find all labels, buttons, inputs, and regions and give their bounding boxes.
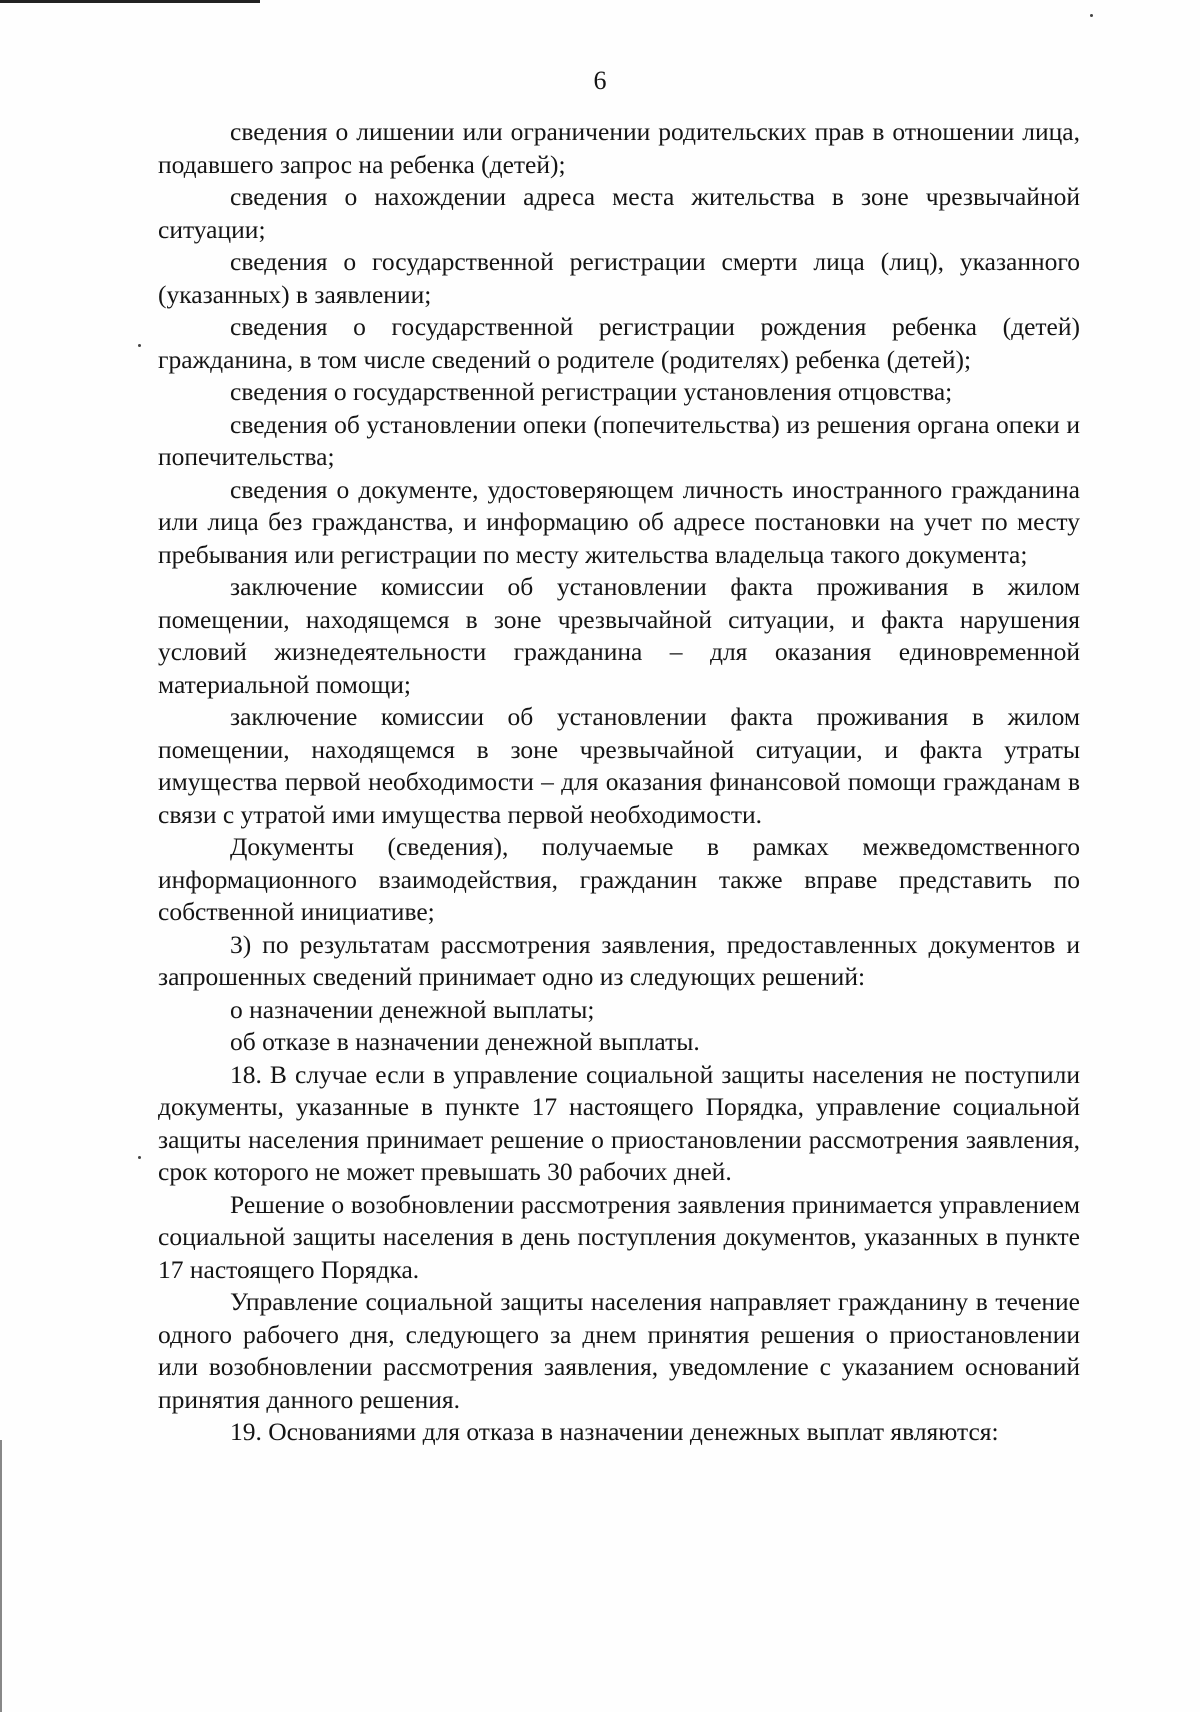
page-number: 6 xyxy=(593,66,607,95)
paragraph-guardianship: сведения об установлении опеки (попечительства) из решения органа опеки и попечительства; xyxy=(158,409,1080,471)
paragraph-notification: Управление социальной защиты населения направляет гражданину в течение одного рабочего дня, следующего за днем принятия решения о приостановлении или возобновлении рассмотрения заявления, уведомление с указанием оснований принятия данного решения. xyxy=(158,1287,1080,1414)
scan-speck xyxy=(1090,14,1093,17)
paragraph-item-3-decision: 3) по результатам рассмотрения заявления, предоставленных документов и запрошенных сведений принимает одно из следующих решений: xyxy=(158,929,1080,991)
scan-edge-shadow xyxy=(0,1440,2,1712)
paragraph-clause-19: 19. Основаниями для отказа в назначении денежных выплат являются: xyxy=(230,1417,999,1446)
paragraph-own-initiative: Документы (сведения), получаемые в рамках межведомственного информационного взаимодействия, гражданин также вправе представить по собственной инициативе; xyxy=(158,832,1080,926)
paragraph-clause-18: 18. В случае если в управление социальной защиты населения не поступили документы, указанные в пункте 17 настоящего Порядка, управление социальной защиты населения принимает решение о приостановлении рассмотрения заявления, срок которого не может превышать 30 рабочих дней. xyxy=(158,1059,1080,1186)
document-body xyxy=(158,116,1080,1449)
paragraph-death-registration: сведения о государственной регистрации смерти лица (лиц), указанного (указанных) в заявлении; xyxy=(158,247,1080,309)
paragraph-decision-refusal: об отказе в назначении денежной выплаты. xyxy=(230,1027,700,1056)
paragraph-commission-property-loss: заключение комиссии об установлении факта проживания в жилом помещении, находящемся в зоне чрезвычайной ситуации, и факта утраты имущества первой необходимости – для оказания финансовой помощи гражданам в связи с утратой ими имущества первой необходимости. xyxy=(158,702,1080,829)
paragraph-decision-grant: о назначении денежной выплаты; xyxy=(230,994,595,1024)
scan-edge-mark xyxy=(0,0,260,3)
paragraph-emergency-zone-address: сведения о нахождении адреса места жительства в зоне чрезвычайной ситуации; xyxy=(158,182,1080,244)
paragraph-foreign-citizen-document: сведения о документе, удостоверяющем личность иностранного гражданина или лица без гражданства, и информацию об адресе постановки на учет по месту пребывания или регистрации по месту жительства владельца такого документа; xyxy=(158,474,1080,569)
paragraph-birth-registration: сведения о государственной регистрации рождения ребенка (детей) гражданина, в том числе сведений о родителе (родителях) ребенка (детей); xyxy=(158,312,1080,374)
paragraph-commission-living-conditions: заключение комиссии об установлении факта проживания в жилом помещении, находящемся в зоне чрезвычайной ситуации, и факта нарушения условий жизнедеятельности гражданина – для оказания единовременной материальной помощи; xyxy=(158,572,1080,699)
paragraph-parental-rights: сведения о лишении или ограничении родительских прав в отношении лица, подавшего запрос на ребенка (детей); xyxy=(158,117,1080,179)
scan-speck xyxy=(138,344,141,347)
paragraph-resumption-decision: Решение о возобновлении рассмотрения заявления принимается управлением социальной защиты населения в день поступления документов, указанных в пункте 17 настоящего Порядка. xyxy=(158,1189,1080,1284)
scan-speck xyxy=(138,1156,141,1159)
paragraph-paternity-registration: сведения о государственной регистрации установления отцовства; xyxy=(230,377,953,406)
